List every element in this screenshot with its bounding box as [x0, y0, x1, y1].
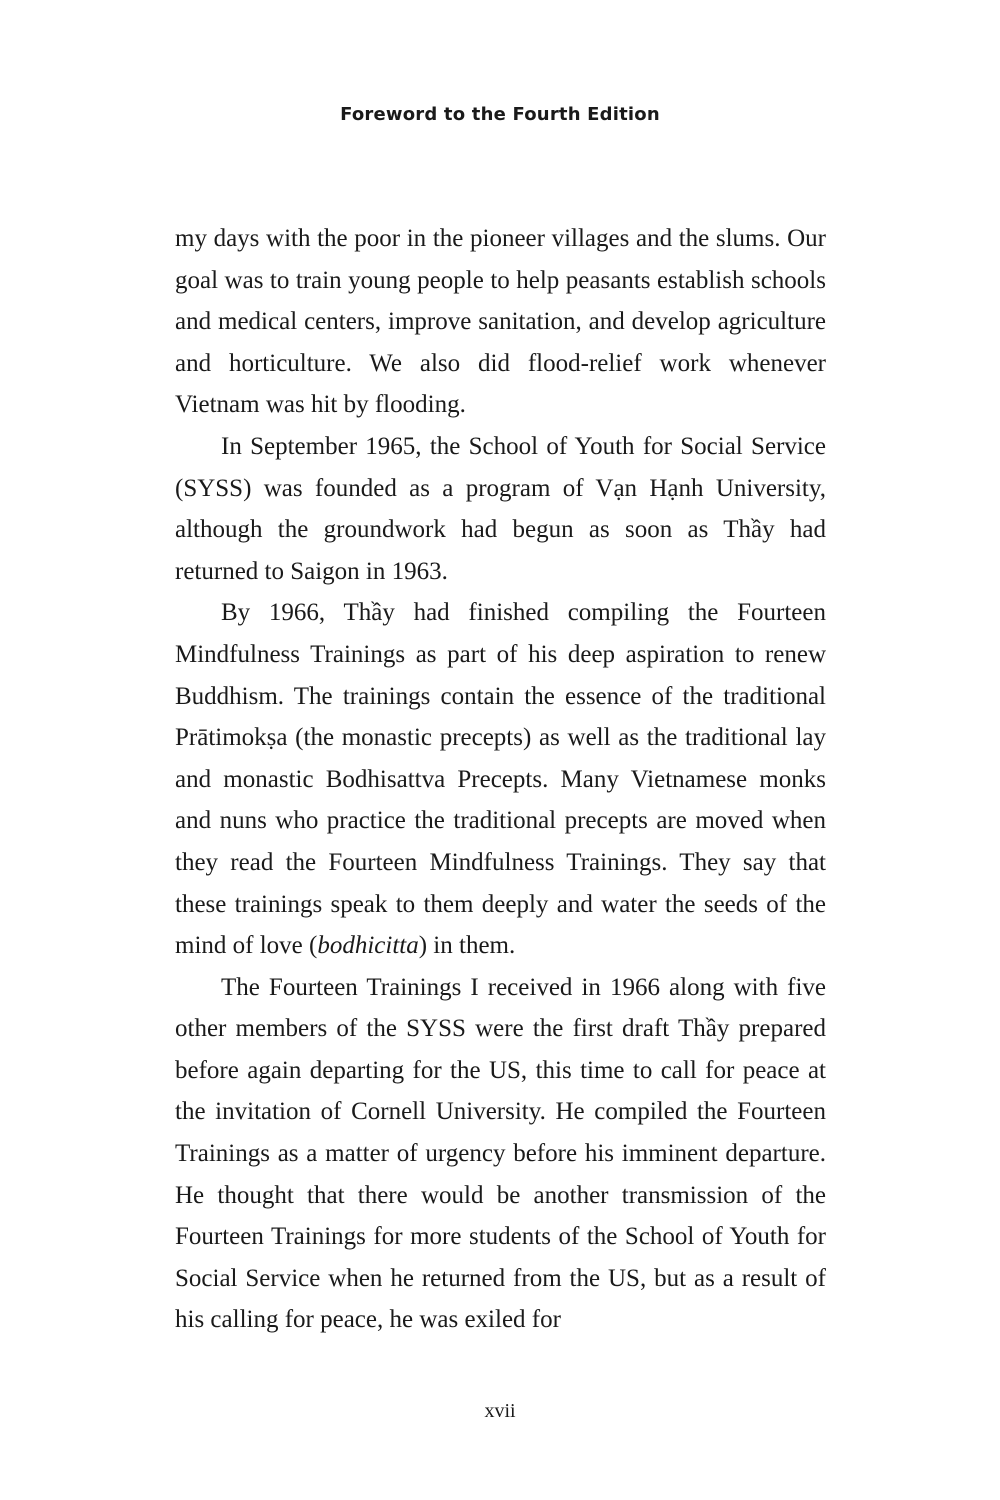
- paragraph-syss-founding: In September 1965, the School of Youth for Social Service (SYSS) was founded as a program of Vạn Hạnh University, although the groundwork had begun as soon as Thầy had returned to Saigon in 1963.: [175, 432, 826, 585]
- paragraph-first-draft: The Fourteen Trainings I received in 1966 along with five other members of the SYSS were the first draft Thầy prepared before again departing for the US, this time to call for peace at the invitation of Cornell University. He compiled the Fourteen Trainings as a matter of urgency before his imminent departure. He thought that there would be another transmission of the Fourteen Trainings for more students of the School of Youth for Social Service when he returned from the US, but as a result of his calling for peace, he was exiled for: [175, 973, 826, 1334]
- paragraph-text: By 1966, Thầy had finished compiling the Fourteen Mindfulness Trainings as part of his deep aspiration to renew Buddhism. The trainings contain the essence of the traditional Prātimokṣa (the monastic precepts) as well as the traditional lay and monastic Bodhisattva Precepts. Many Vietnamese monks and nuns who practice the traditional precepts are moved when they read the Fourteen Mindfulness Trainings. They say that these trainings speak to them deeply and water the seeds of the mind of love (: [175, 599, 826, 960]
- paragraph-fourteen-trainings: [175, 592, 826, 966]
- running-head: Foreword to the Fourth Edition: [340, 104, 660, 125]
- paragraph-text: ) in them.: [418, 932, 516, 960]
- body-text: [175, 218, 826, 1341]
- italic-term-bodhicitta: bodhicitta: [317, 932, 419, 960]
- page-number: xvii: [484, 1400, 516, 1422]
- paragraph-continued: my days with the poor in the pioneer villages and the slums. Our goal was to train young people to help peasants establish schools and medical centers, improve sanitation, and develop agriculture and horticulture. We also did flood-relief work whenever Vietnam was hit by flooding.: [175, 225, 826, 419]
